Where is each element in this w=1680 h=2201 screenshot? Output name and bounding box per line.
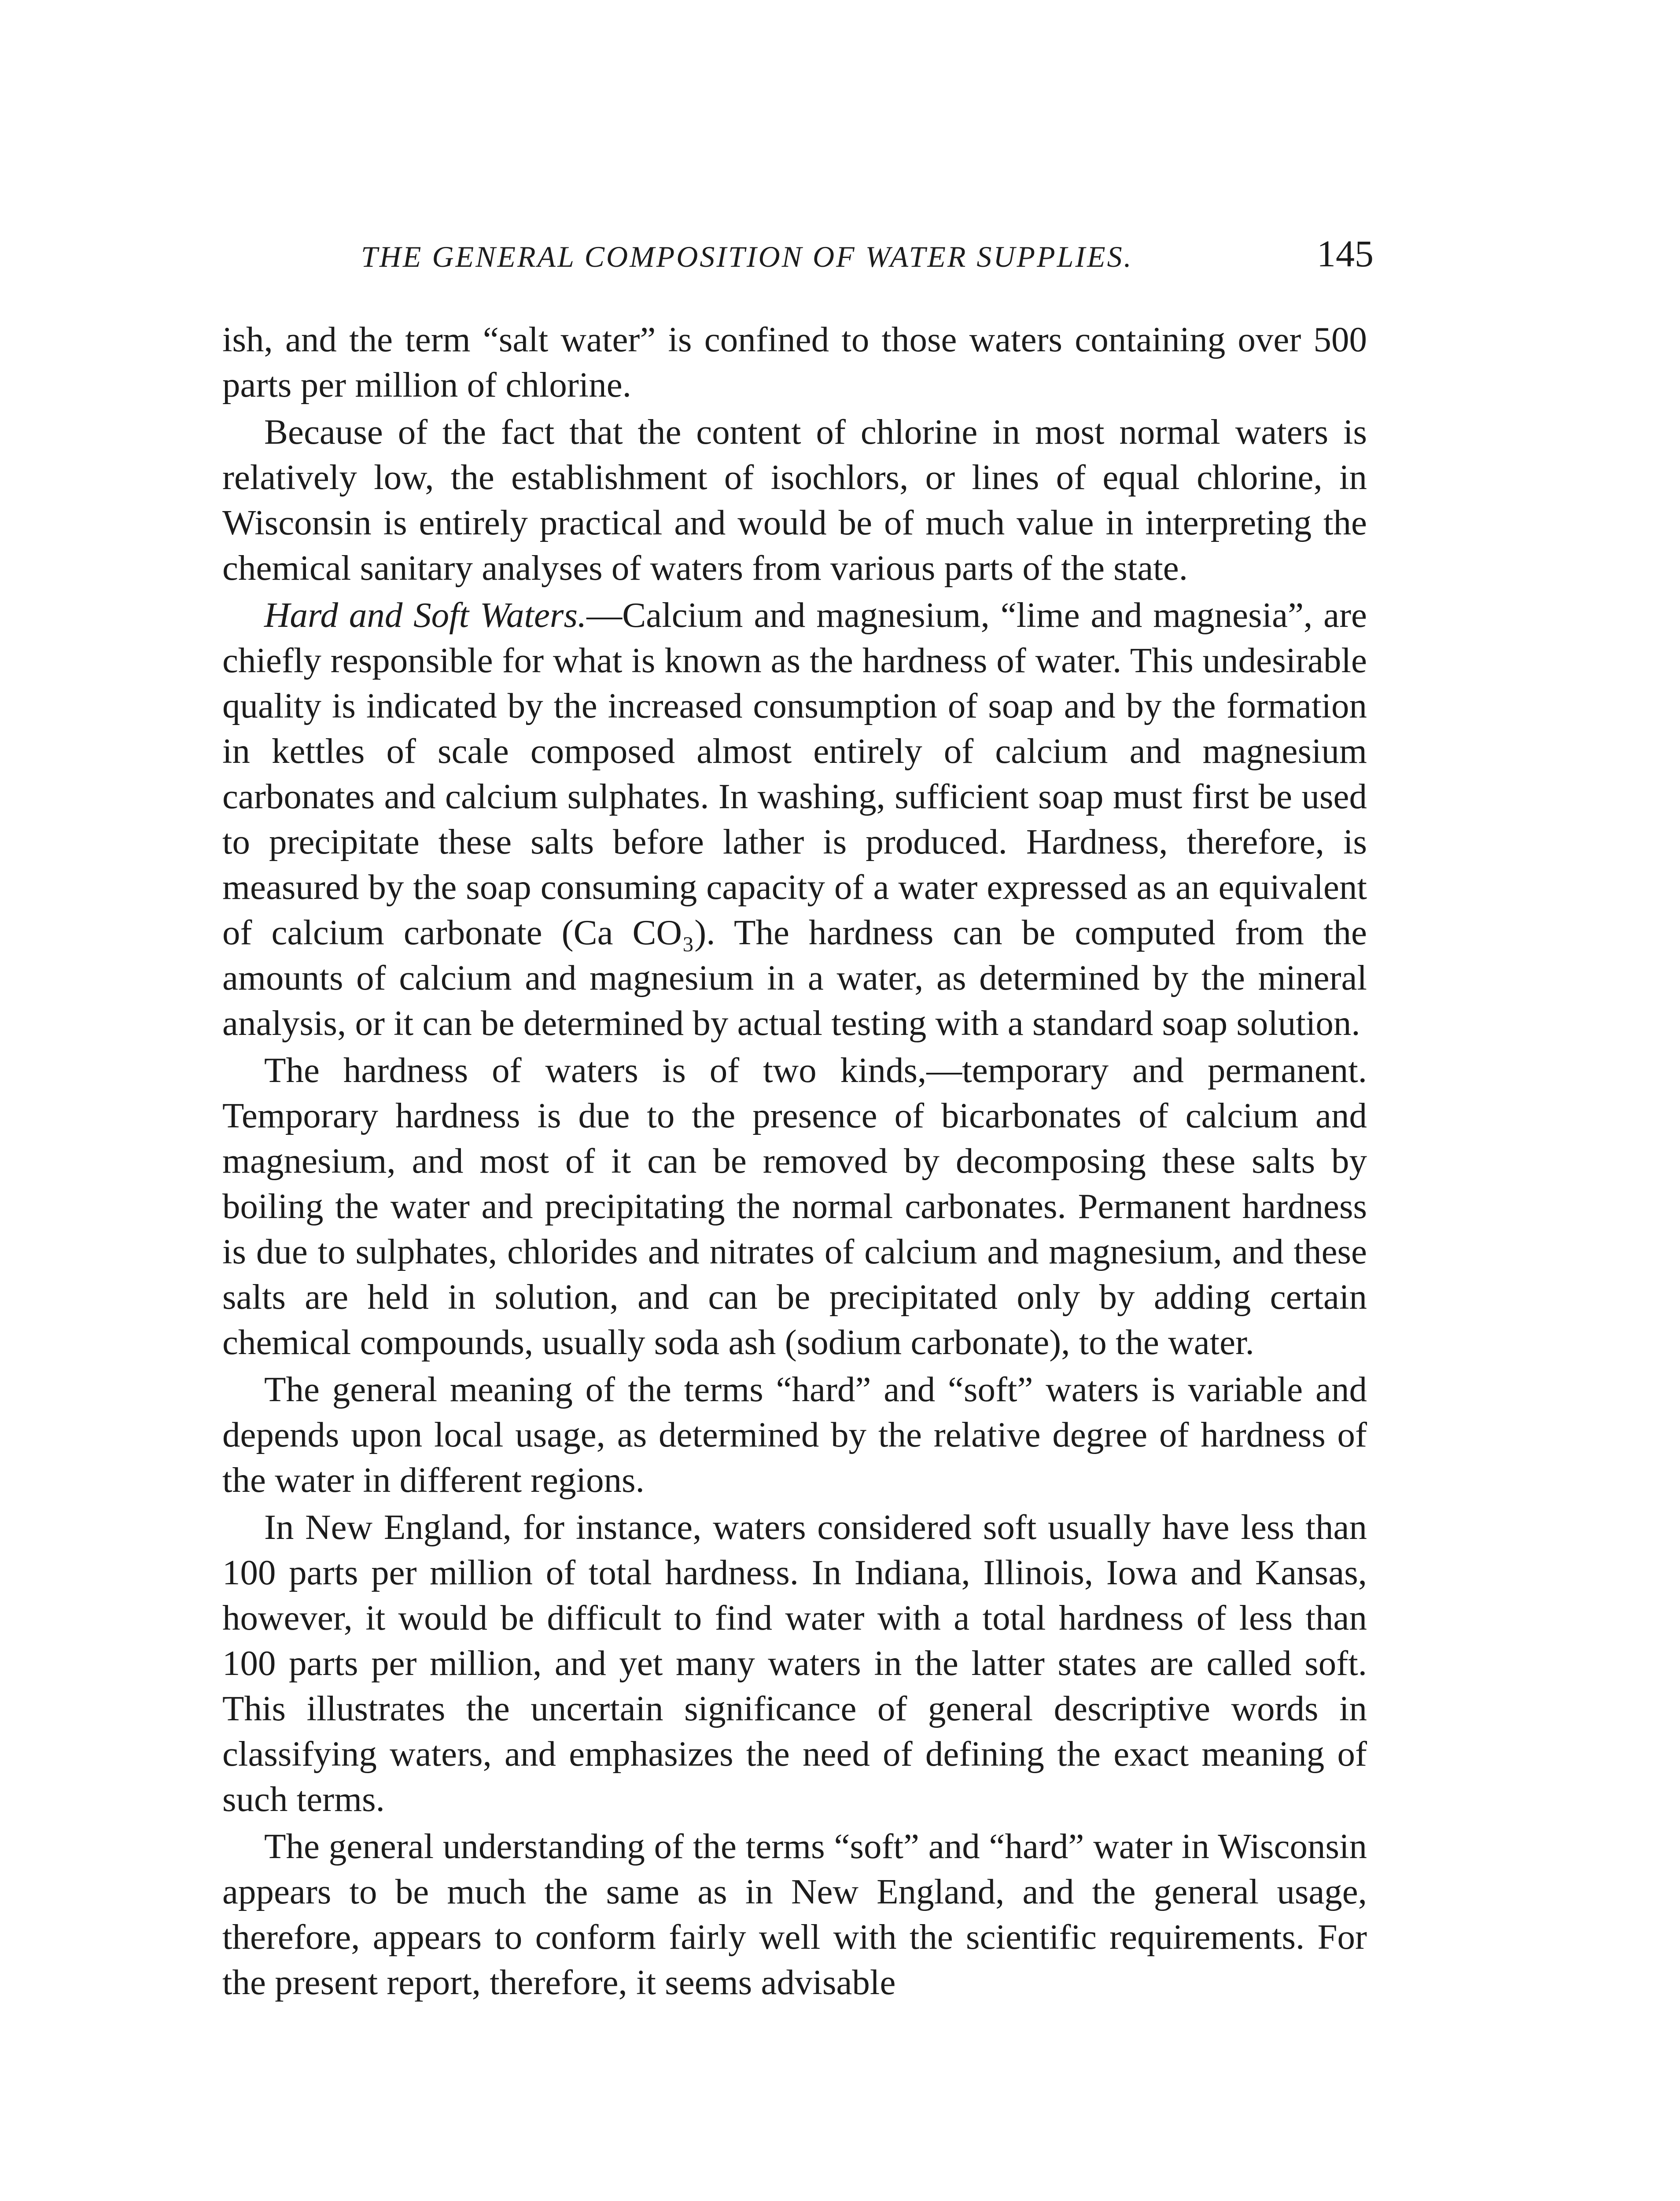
- paragraph-text: The hardness of waters is of two kinds,—temporary and permanent. Temporary hardness is due to the presence of bicarbonates of calcium and magnesium, and most of it can be removed by decomposing these salts by boiling the water and precipitating the normal carbonates. Permanent hardness is due to sulphates, chlorides and nitrates of calcium and magnesium, and these salts are held in solution, and can be precipitated only by adding certain chemical compounds, usually soda ash (sodium carbonate), to the water.: [222, 1050, 1367, 1362]
- paragraph-hard-soft-waters: [222, 593, 1367, 1046]
- paragraph-meaning-of-terms: [222, 1367, 1367, 1503]
- paragraph-text: The general meaning of the terms “hard” and “soft” waters is variable and depends upon local usage, as determined by the relative degree of hardness of the water in different regions.: [222, 1369, 1367, 1500]
- paragraph-text: —Calcium and magnesium, “lime and magnesia”, are chiefly responsible for what is known as the hardness of water. This undesirable quality is indicated by the increased consumption of soap and by the formation in kettles of scale composed almost entirely of calcium and magnesium carbonates and calcium sulphates. In washing, sufficient soap must first be used to precipitate these salts before lather is produced. Hardness, therefore, is measured by the soap consuming capacity of a water expressed as an equivalent of calcium carbonate (Ca CO₃). The hardness can be computed from the amounts of calcium and magnesium in a water, as determined by the mineral analysis, or it can be determined by actual testing with a standard soap solution.: [222, 595, 1367, 1043]
- page-header: [352, 229, 1374, 282]
- running-head: THE GENERAL COMPOSITION OF WATER SUPPLIES.: [361, 240, 1133, 273]
- section-heading: Hard and Soft Waters.: [264, 595, 587, 635]
- paragraph-isochlors: [222, 409, 1367, 591]
- body-text: [222, 317, 1367, 2005]
- paragraph-wisconsin-usage: [222, 1824, 1367, 2005]
- page-number: 145: [1317, 232, 1374, 275]
- paragraph-kinds-of-hardness: [222, 1048, 1367, 1365]
- paragraph-text: In New England, for instance, waters considered soft usually have less than 100 parts per million of total hardness. In Indiana, Illinois, Iowa and Kansas, however, it would be difficult to find water with a total hardness of less than 100 parts per million, and yet many waters in the latter states are called soft. This illustrates the uncertain significance of general descriptive words in classifying waters, and emphasizes the need of defining the exact meaning of such terms.: [222, 1507, 1367, 1819]
- paragraph-text: Because of the fact that the content of chlorine in most normal waters is relatively low, the establishment of isochlors, or lines of equal chlorine, in Wisconsin is entirely practical and would be of much value in interpreting the chemical sanitary analyses of waters from various parts of the state.: [222, 412, 1367, 588]
- paragraph-text: The general understanding of the terms “soft” and “hard” water in Wisconsin appears to be much the same as in New England, and the general usage, therefore, appears to conform fairly well with the scientific requirements. For the present report, therefore, it seems advisable: [222, 1826, 1367, 2002]
- paragraph-salt-water: [222, 317, 1367, 408]
- paragraph-text: ish, and the term “salt water” is confined to those waters containing over 500 parts per million of chlorine.: [222, 320, 1367, 405]
- paragraph-new-england: [222, 1505, 1367, 1822]
